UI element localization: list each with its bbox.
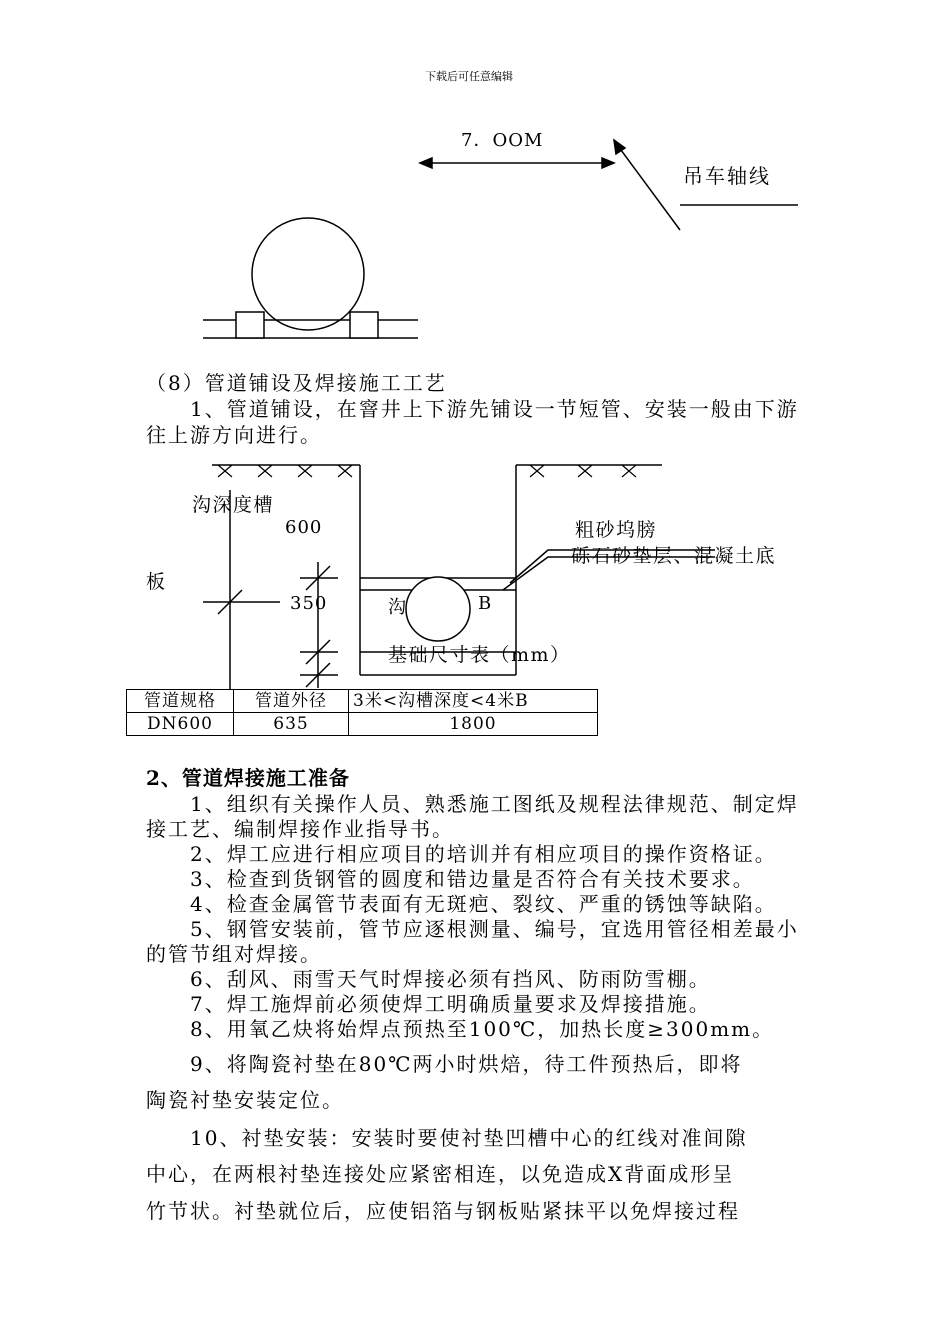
- table-header-row: [127, 690, 598, 713]
- section2-line: 8、用氧乙炔将始焊点预热至100℃，加热长度≥300mm。: [190, 1017, 775, 1041]
- section2-line: 接工艺、编制焊接作业指导书。: [146, 817, 454, 841]
- page-header: 下载后可任意编辑: [425, 70, 513, 83]
- section2-line: 的管节组对焊接。: [146, 942, 322, 966]
- section2-line: 5、钢管安装前，管节应逐根测量、编号，宜选用管径相差最小: [190, 917, 799, 941]
- section2-line: 竹节状。衬垫就位后，应使铝箔与钢板贴紧抹平以免焊接过程: [146, 1199, 740, 1223]
- label-basis-table: 基础尺寸表（mm）: [388, 644, 571, 666]
- spec-table: [126, 689, 598, 736]
- section2-line: 6、刮风、雨雪天气时焊接必须有挡风、防雨防雪棚。: [190, 967, 711, 991]
- label-trench-depth: 沟深度槽: [192, 494, 275, 516]
- section2-line: 3、检查到货钢管的圆度和错边量是否符合有关技术要求。: [190, 867, 755, 891]
- table-header: 管道外径: [234, 690, 349, 713]
- section2-line: 10、衬垫安装：安装时要使衬垫凹槽中心的红线对准间隙: [190, 1126, 748, 1150]
- label-ditch: 沟: [388, 597, 407, 618]
- section8-para-line: 1、管道铺设，在窨井上下游先铺设一节短管、安装一般由下游: [190, 397, 799, 421]
- section2-line: 陶瓷衬垫安装定位。: [146, 1088, 344, 1112]
- label-350: 350: [290, 593, 328, 614]
- label-gravel-bedding: 砾石砂垫层、混凝土底: [571, 545, 777, 567]
- section2-line: 2、焊工应进行相应项目的培训并有相应项目的操作资格证。: [190, 842, 777, 866]
- table-cell: DN600: [127, 713, 234, 736]
- label-board: 板: [146, 571, 167, 593]
- table-cell: 635: [234, 713, 349, 736]
- dimension-arrow: [420, 158, 614, 168]
- section2-line: 7、焊工施焊前必须使焊工明确质量要求及焊接措施。: [190, 992, 711, 1016]
- section8-title: （8）管道铺设及焊接施工工艺: [146, 371, 447, 395]
- section2-line: 9、将陶瓷衬垫在80℃两小时烘焙，待工件预热后，即将: [190, 1052, 743, 1076]
- section2-line: 中心，在两根衬垫连接处应紧密相连，以免造成X背面成形呈: [146, 1162, 735, 1186]
- label-b: B: [478, 593, 493, 614]
- table-header: 3米<沟槽深度<4米B: [349, 690, 598, 713]
- section8-para-line: 往上游方向进行。: [146, 423, 322, 447]
- table-cell: 1800: [349, 713, 598, 736]
- table-header: 管道规格: [127, 690, 234, 713]
- section2-title: 2、管道焊接施工准备: [146, 766, 350, 790]
- section2-line: 1、组织有关操作人员、熟悉施工图纸及规程法律规范、制定焊: [190, 792, 799, 816]
- table-row: [127, 713, 598, 736]
- crane-axis-label: 吊车轴线: [683, 164, 771, 188]
- pipe-on-saddle: [203, 218, 418, 338]
- label-600: 600: [285, 517, 323, 538]
- label-coarse-sand: 粗砂坞膀: [575, 519, 658, 541]
- section2-line: 4、检查金属管节表面有无斑疤、裂纹、严重的锈蚀等缺陷。: [190, 892, 777, 916]
- dimension-label: 7．OOM: [461, 130, 544, 151]
